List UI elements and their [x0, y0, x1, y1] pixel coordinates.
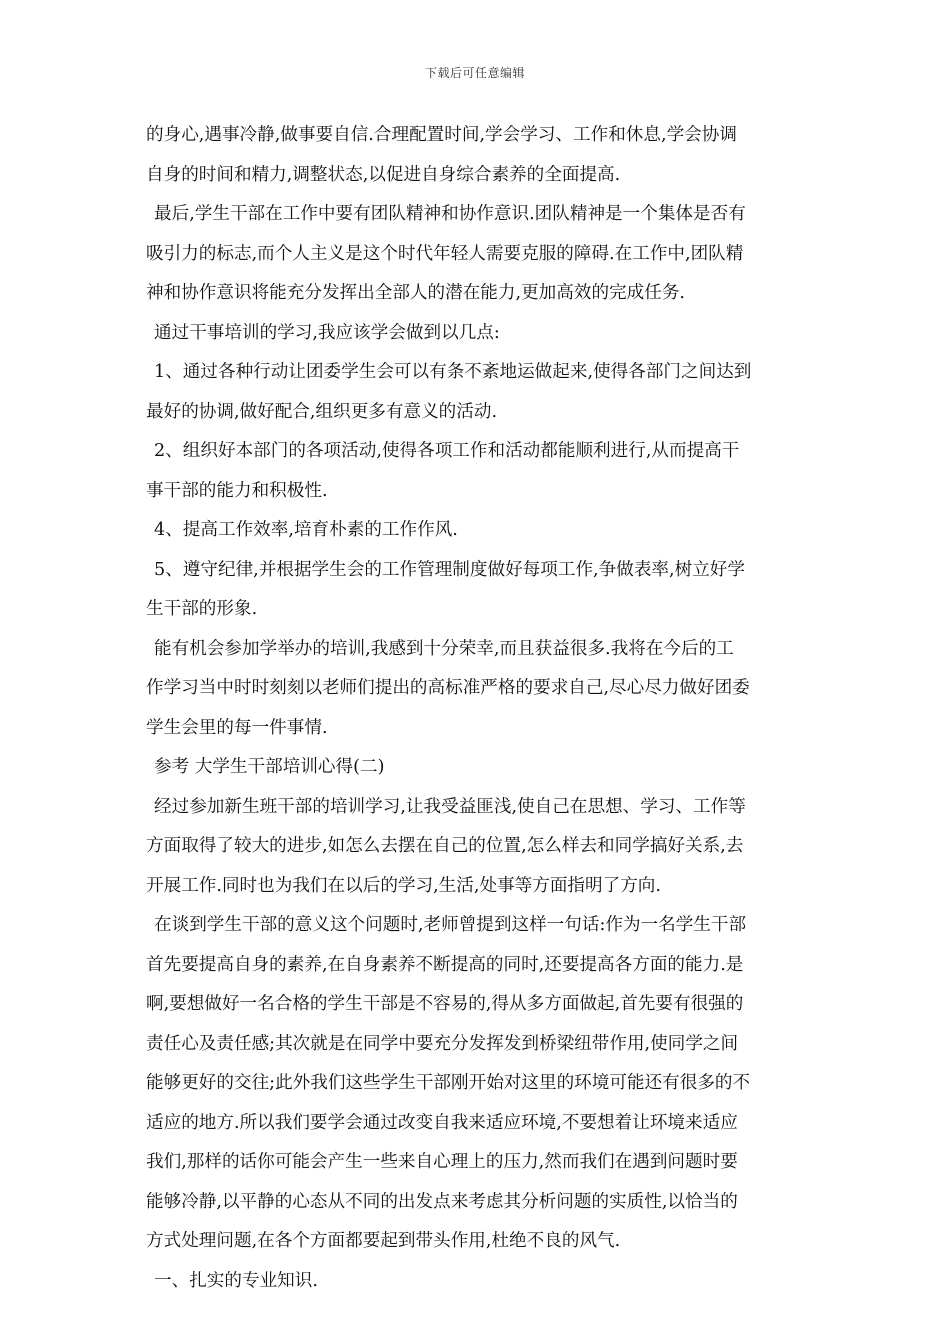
text-line: 2、组织好本部门的各项活动,使得各项工作和活动都能顺利进行,从而提高干 [154, 441, 740, 461]
text-line: 首先要提高自身的素养,在自身素养不断提高的同时,还要提高各方面的能力.是 [146, 954, 744, 975]
document-body [146, 116, 811, 1301]
text-line: 吸引力的标志,而个人主义是这个时代年轻人需要克服的障碍.在工作中,团队精 [146, 243, 744, 264]
text-line: 开展工作.同时也为我们在以后的学习,生活,处事等方面指明了方向. [146, 875, 661, 896]
text-line: 在谈到学生干部的意义这个问题时,老师曾提到这样一句话:作为一名学生干部 [154, 915, 747, 935]
section-heading: 参考 大学生干部培训心得(二) [154, 757, 385, 777]
text-line: 啊,要想做好一名合格的学生干部是不容易的,得从多方面做起,首先要有很强的 [146, 994, 744, 1014]
text-line: 最好的协调,做好配合,组织更多有意义的活动. [146, 401, 498, 422]
text-line: 适应的地方.所以我们要学会通过改变自我来适应环境,不要想着让环境来适应 [146, 1112, 738, 1133]
page-header: 下载后可任意编辑 [424, 66, 525, 80]
text-line: 1、通过各种行动让团委学生会可以有条不紊地运做起来,使得各部门之间达到 [154, 362, 752, 382]
text-line: 自身的时间和精力,调整状态,以促进自身综合素养的全面提高. [146, 164, 621, 185]
text-line: 的身心,遇事冷静,做事要自信.合理配置时间,学会学习、工作和休息,学会协调 [146, 125, 737, 145]
text-line: 最后,学生干部在工作中要有团队精神和协作意识.团队精神是一个集体是否有 [154, 204, 746, 224]
text-line: 4、提高工作效率,培育朴素的工作作风. [154, 520, 458, 540]
text-line: 事干部的能力和积极性. [146, 480, 328, 501]
text-line: 方面取得了较大的进步,如怎么去摆在自己的位置,怎么样去和同学搞好关系,去 [146, 836, 744, 856]
section-heading: 一、扎实的专业知识. [154, 1270, 318, 1291]
text-line: 5、遵守纪律,并根据学生会的工作管理制度做好每项工作,争做表率,树立好学 [154, 559, 745, 580]
text-line: 学生会里的每一件事情. [146, 717, 328, 738]
text-line: 我们,那样的话你可能会产生一些来自心理上的压力,然而我们在遇到问题时要 [146, 1152, 738, 1172]
text-line: 通过干事培训的学习,我应该学会做到以几点: [154, 322, 500, 343]
text-line: 能够冷静,以平静的心态从不同的出发点来考虑其分析问题的实质性,以恰当的 [146, 1191, 738, 1212]
text-line: 能有机会参加学举办的培训,我感到十分荣幸,而且获益很多.我将在今后的工 [154, 638, 734, 659]
text-line: 生干部的形象. [146, 599, 258, 619]
text-line: 责任心及责任感;其次就是在同学中要充分发挥发到桥梁纽带作用,使同学之间 [146, 1033, 739, 1054]
text-line: 神和协作意识将能充分发挥出全部人的潜在能力,更加高效的完成任务. [146, 283, 686, 303]
text-line: 能够更好的交往;此外我们这些学生干部刚开始对这里的环境可能还有很多的不 [146, 1073, 751, 1093]
text-line: 方式处理问题,在各个方面都要起到带头作用,杜绝不良的风气. [146, 1231, 621, 1251]
text-line: 作学习当中时时刻刻以老师们提出的高标准严格的要求自己,尽心尽力做好团委 [146, 678, 750, 698]
text-line: 经过参加新生班干部的培训学习,让我受益匪浅,使自己在思想、学习、工作等 [154, 796, 746, 817]
